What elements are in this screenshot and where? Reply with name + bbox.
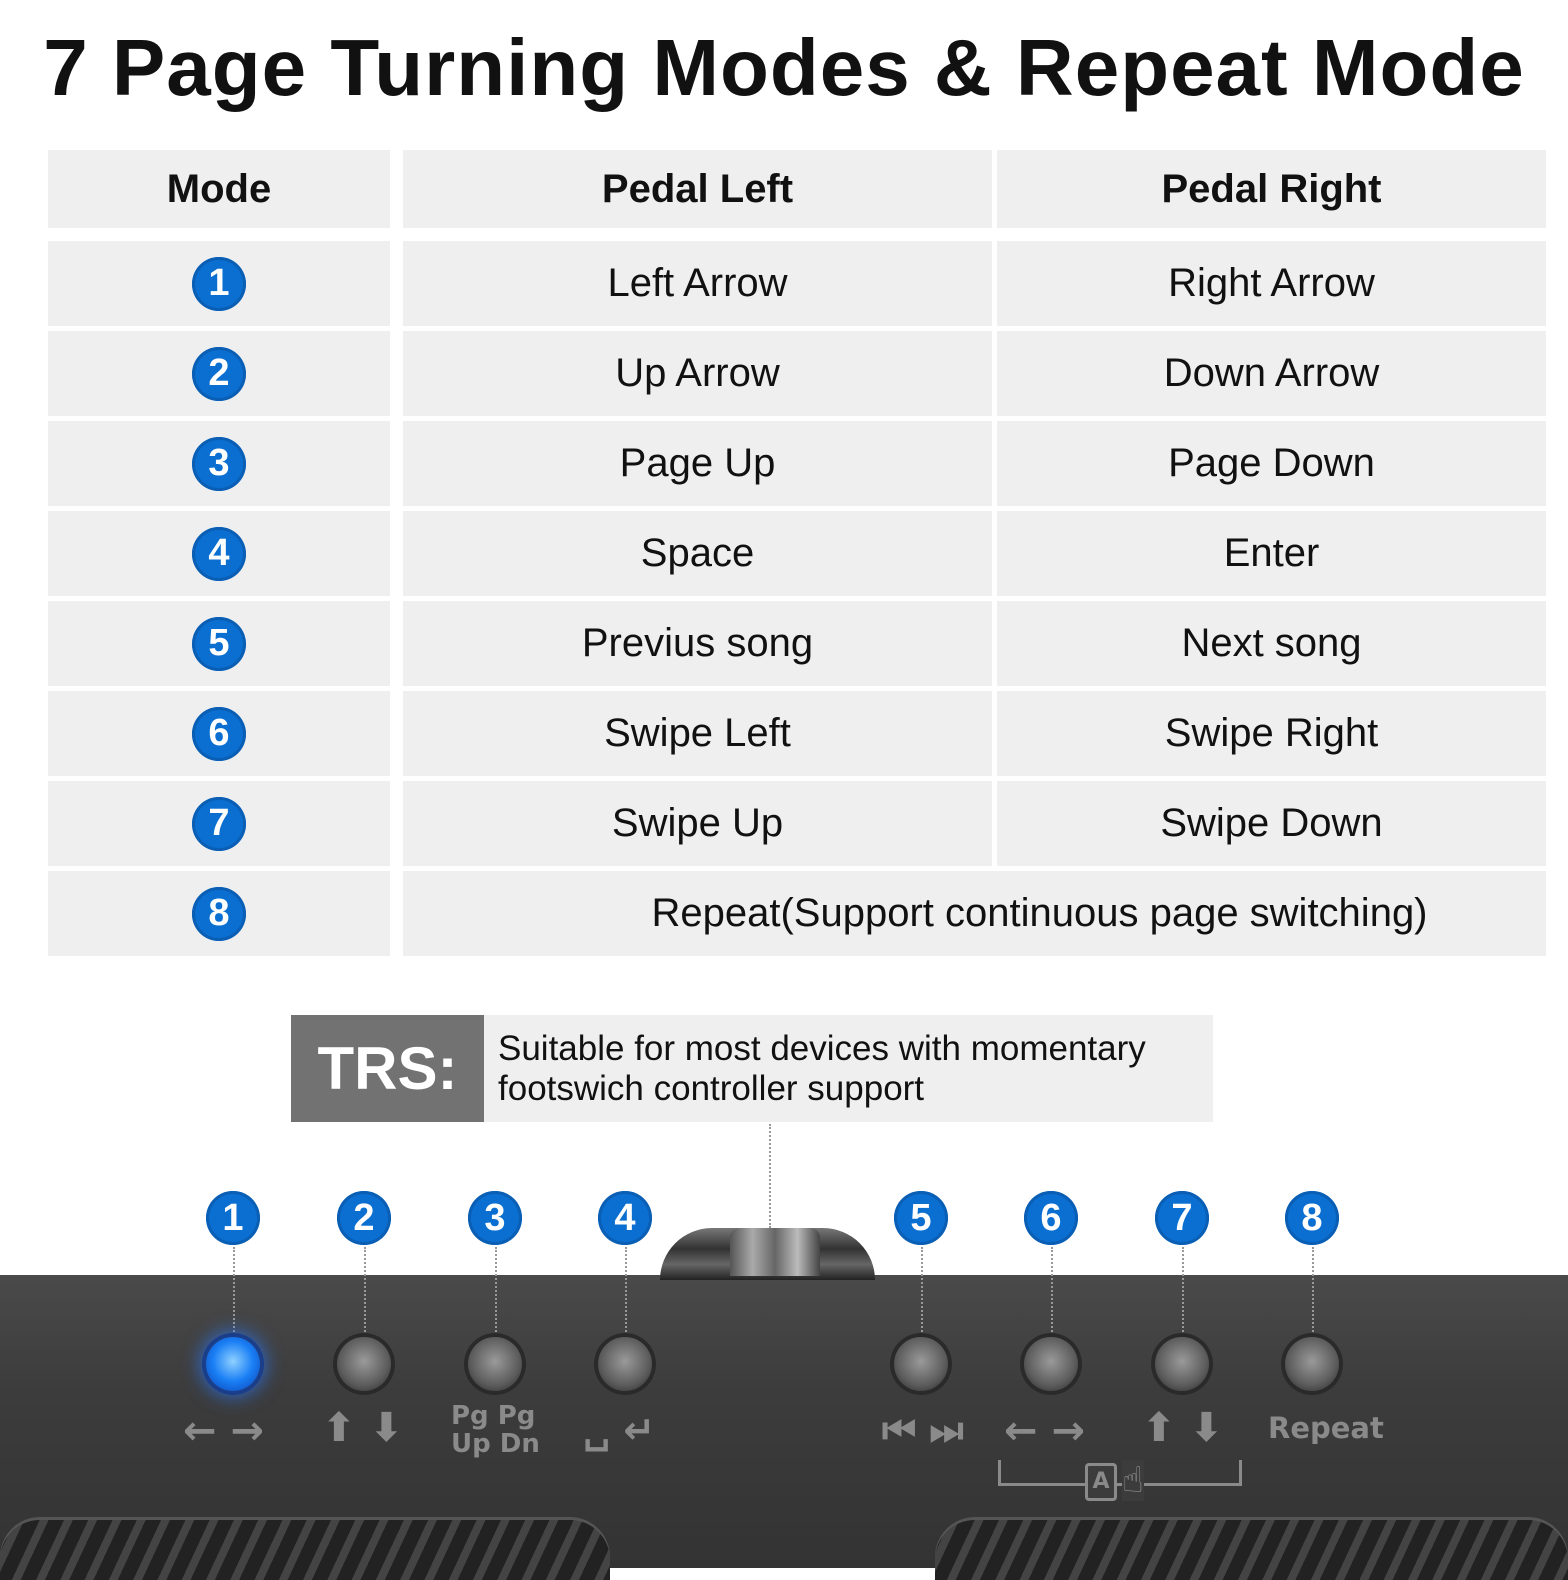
trs-jack-nut [730,1228,820,1276]
connector-line [364,1247,366,1335]
mode-led-3 [468,1337,522,1391]
right-pedal[interactable] [935,1520,1568,1580]
mode-led-1 [206,1337,260,1391]
table-cell-left: Space [403,511,992,596]
mode-badge: 1 [192,257,246,311]
mode-led-2 [337,1337,391,1391]
trs-label: TRS: [291,1015,484,1122]
mode-badge: 8 [192,887,246,941]
left-pedal[interactable] [0,1520,610,1580]
page-title: 7 Page Turning Modes & Repeat Mode [43,23,1525,112]
swipe-group-bracket [998,1460,1242,1486]
table-cell-right: Swipe Right [997,691,1546,776]
mode-led-4 [598,1337,652,1391]
swipe-up-down-icon: ⬆ ⬇ [1142,1405,1223,1451]
connector-line [921,1247,923,1335]
device-badge-2: 2 [337,1191,391,1245]
mode-badge: 5 [192,617,246,671]
table-row-mode [48,871,390,956]
table-row-mode [48,241,390,326]
page-up-down-line1: Pg Pg [451,1401,536,1431]
left-right-arrow-icon: ← → [183,1408,264,1454]
connector-line [1312,1247,1314,1335]
connector-line [1182,1247,1184,1335]
table-cell-left: Swipe Up [403,781,992,866]
swipe-left-right-icon: ← → [1004,1408,1085,1454]
prev-next-track-icon: ⏮ ⏭ [882,1408,964,1452]
connector-line [495,1247,497,1335]
mode-badge: 2 [192,347,246,401]
mode-led-5 [894,1337,948,1391]
device-badge-8: 8 [1285,1191,1339,1245]
trs-description [484,1015,1213,1122]
table-cell-left: Left Arrow [403,241,992,326]
device-badge-5: 5 [894,1191,948,1245]
table-cell-right: Enter [997,511,1546,596]
header-mode: Mode [48,150,390,228]
table-cell-right: Page Down [997,421,1546,506]
table-row-mode [48,601,390,686]
table-row-mode [48,421,390,506]
connector-line [1051,1247,1053,1335]
space-enter-icon: ␣ ↵ [583,1408,656,1452]
table-cell-right: Right Arrow [997,241,1546,326]
table-cell-left: Page Up [403,421,992,506]
device-badge-7: 7 [1155,1191,1209,1245]
table-row-mode [48,331,390,416]
table-cell-right: Next song [997,601,1546,686]
mode-led-8 [1285,1337,1339,1391]
hand-touch-icon: ☝ [1122,1460,1144,1501]
table-cell-left: Previus song [403,601,992,686]
trs-connector-line [769,1124,771,1228]
header-pedal-right: Pedal Right [997,150,1546,228]
table-row-mode [48,781,390,866]
mode-led-7 [1155,1337,1209,1391]
mode-led-6 [1024,1337,1078,1391]
table-cell-right: Down Arrow [997,331,1546,416]
table-cell-repeat [403,871,1546,956]
repeat-label: Repeat [1268,1411,1384,1445]
up-down-arrow-icon: ⬆ ⬇ [322,1405,403,1451]
mode-badge: 6 [192,707,246,761]
device-badge-3: 3 [468,1191,522,1245]
table-cell-right: Swipe Down [997,781,1546,866]
trs-description-line1: Suitable for most devices with momentary [498,1029,1146,1068]
mode-badge: 3 [192,437,246,491]
table-row-mode [48,511,390,596]
connector-line [625,1247,627,1335]
device-badge-1: 1 [206,1191,260,1245]
mode-badge: 4 [192,527,246,581]
header-pedal-left: Pedal Left [403,150,992,228]
mode-badge: 7 [192,797,246,851]
page-up-down-line2: Up Dn [451,1429,540,1459]
trs-description-line2: footswich controller support [498,1069,925,1108]
repeat-text: Repeat(Support continuous page switching) [651,891,1428,935]
connector-line [233,1247,235,1335]
table-row-mode [48,691,390,776]
app-icon: A [1085,1463,1117,1501]
table-cell-left: Swipe Left [403,691,992,776]
device-badge-6: 6 [1024,1191,1078,1245]
page-up-down-icon [451,1402,540,1458]
table-cell-left: Up Arrow [403,331,992,416]
device-badge-4: 4 [598,1191,652,1245]
